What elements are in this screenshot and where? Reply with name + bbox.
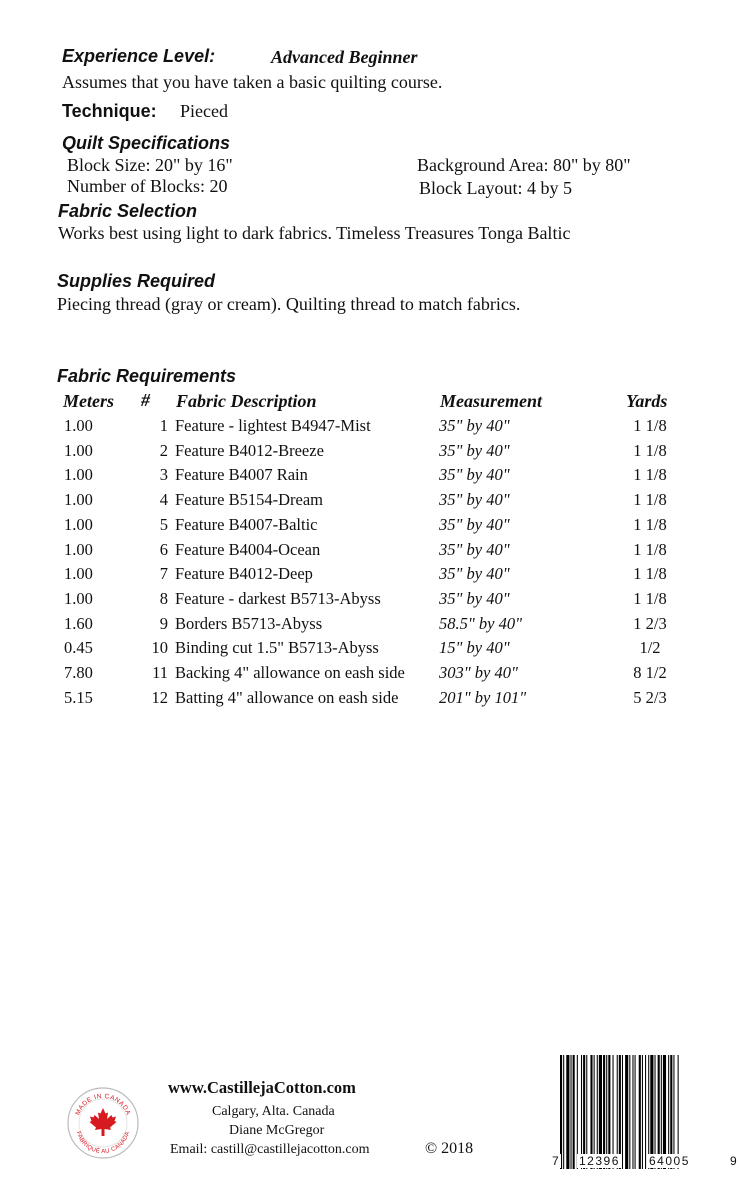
barcode-bar [668, 1055, 669, 1169]
experience-note: Assumes that you have taken a basic quilting course. [62, 72, 443, 92]
cell-yards: 1/2 [639, 638, 661, 658]
cell-yards: 8 1/2 [633, 663, 667, 682]
copyright-text: © 2018 [425, 1140, 474, 1157]
block-layout: Block Layout: 4 by 5 [419, 178, 572, 198]
cell-description: Backing 4" allowance on eash side [175, 663, 405, 682]
barcode-bar [619, 1055, 621, 1169]
cell-description: Batting 4" allowance on eash side [175, 687, 399, 707]
cell-yards: 1 1/8 [633, 588, 667, 608]
barcode-digit-right: 9 [730, 1154, 737, 1168]
cell-yards: 5 2/3 [633, 687, 667, 707]
cell-meters: 5.15 [64, 687, 93, 707]
barcode-bar [629, 1055, 630, 1169]
table-row [0, 490, 736, 514]
technique-value: Pieced [180, 101, 228, 121]
cell-measurement: 35" by 40" [439, 440, 510, 460]
barcode-bar [642, 1055, 643, 1169]
cell-description: Feature B4004-Ocean [175, 539, 321, 559]
cell-measurement: 201" by 101" [439, 687, 527, 707]
cell-yards: 1 1/8 [633, 514, 667, 534]
cell-number: 4 [159, 490, 168, 510]
cell-description: Borders B5713-Abyss [175, 613, 323, 633]
cell-measurement: 35" by 40" [439, 490, 510, 510]
barcode-bar [590, 1055, 592, 1169]
cell-meters: 1.00 [64, 416, 93, 435]
experience-value: Advanced Beginner [271, 47, 418, 67]
cell-number: 9 [159, 613, 168, 633]
barcode-bar [608, 1055, 610, 1169]
technique-label: Technique: [62, 101, 157, 121]
barcode-bar [617, 1055, 618, 1169]
col-header-description: Fabric Description [176, 391, 317, 411]
cell-measurement: 35" by 40" [439, 465, 510, 485]
cell-description: Feature B4007-Baltic [175, 514, 318, 534]
barcode-bar [661, 1055, 662, 1169]
city-text: Calgary, Alta. Canada [212, 1104, 335, 1119]
barcode-bar [622, 1055, 623, 1169]
cell-number: 8 [159, 588, 168, 608]
cell-yards: 1 1/8 [633, 465, 667, 485]
maple-leaf-icon [66, 1086, 140, 1160]
cell-number: 5 [159, 514, 168, 534]
experience-label: Experience Level: [62, 46, 216, 66]
cell-meters: 1.00 [64, 588, 93, 608]
barcode-bar [658, 1055, 660, 1169]
barcode-bar [678, 1055, 679, 1169]
barcode-digits-group-1: 12396 [579, 1154, 620, 1168]
number-of-blocks: Number of Blocks: 20 [67, 176, 228, 196]
table-row [0, 614, 736, 638]
barcode-bar [594, 1055, 595, 1169]
table-row [0, 688, 736, 712]
cell-meters: 7.80 [64, 663, 93, 682]
barcode-bar [586, 1055, 587, 1169]
barcode-digit-left: 7 [552, 1154, 559, 1168]
email-link[interactable]: Email: castill@castillejacotton.com [170, 1142, 370, 1157]
website-link[interactable]: www.CastillejaCotton.com [168, 1078, 356, 1097]
cell-yards: 1 1/8 [633, 539, 667, 559]
barcode-bar [599, 1055, 602, 1169]
cell-measurement: 35" by 40" [439, 588, 510, 608]
table-row [0, 515, 736, 539]
block-size: Block Size: 20" by 16" [67, 155, 233, 175]
table-row [0, 663, 736, 687]
barcode-bar [635, 1055, 636, 1169]
barcode-bar [670, 1055, 672, 1169]
supplies-text: Piecing thread (gray or cream). Quilting thread to match fabrics. [57, 294, 521, 314]
fabric-selection-heading: Fabric Selection [58, 201, 198, 221]
table-row [0, 540, 736, 564]
cell-description: Feature B4012-Deep [175, 564, 313, 584]
col-header-measurement: Measurement [440, 391, 543, 411]
cell-description: Feature B5154-Dream [175, 490, 323, 510]
barcode-bar [573, 1055, 575, 1169]
cell-number: 3 [159, 465, 168, 485]
svg-text:FABRIQUÉ AU CANADA: FABRIQUÉ AU CANADA [74, 1130, 132, 1156]
cell-measurement: 15" by 40" [439, 638, 510, 658]
cell-yards: 1 1/8 [633, 416, 667, 435]
barcode-bar [650, 1055, 653, 1169]
cell-measurement: 58.5" by 40" [439, 613, 523, 633]
cell-yards: 1 2/3 [633, 613, 667, 633]
col-header-yards: Yards [626, 391, 668, 411]
background-area: Background Area: 80" by 80" [417, 155, 631, 175]
cell-meters: 1.00 [64, 490, 93, 510]
barcode-bar [632, 1055, 633, 1169]
svg-text:MADE IN CANADA: MADE IN CANADA [74, 1092, 132, 1117]
barcode-bar [560, 1055, 562, 1169]
barcode-bar [613, 1055, 614, 1169]
cell-description: Binding cut 1.5" B5713-Abyss [175, 638, 379, 658]
cell-number: 11 [152, 663, 168, 682]
cell-meters: 0.45 [64, 638, 93, 658]
barcode-bar [648, 1055, 649, 1169]
barcode-bar [571, 1055, 572, 1169]
col-header-number: # [141, 390, 150, 410]
cell-measurement: 35" by 40" [439, 564, 510, 584]
cell-description: Feature - lightest B4947-Mist [175, 416, 371, 435]
cell-meters: 1.00 [64, 514, 93, 534]
designer-name: Diane McGregor [229, 1123, 325, 1138]
table-row [0, 416, 736, 440]
cell-yards: 1 1/8 [633, 440, 667, 460]
table-row [0, 589, 736, 613]
cell-number: 10 [151, 638, 168, 658]
cell-meters: 1.60 [64, 613, 93, 633]
cell-measurement: 35" by 40" [439, 539, 510, 559]
cell-yards: 1 1/8 [633, 564, 667, 584]
barcode-bar [673, 1055, 674, 1169]
cell-meters: 1.00 [64, 465, 93, 485]
cell-yards: 1 1/8 [633, 490, 667, 510]
cell-measurement: 35" by 40" [439, 416, 510, 435]
supplies-heading: Supplies Required [57, 271, 216, 291]
cell-number: 12 [151, 687, 168, 707]
barcode-bar [625, 1055, 628, 1169]
cell-number: 7 [159, 564, 168, 584]
made-in-canada-badge [66, 1086, 140, 1160]
cell-description: Feature B4007 Rain [175, 465, 308, 485]
cell-description: Feature - darkest B5713-Abyss [175, 588, 381, 608]
table-row [0, 465, 736, 489]
cell-measurement: 303" by 40" [439, 663, 518, 682]
cell-meters: 1.00 [64, 539, 93, 559]
table-row [0, 441, 736, 465]
barcode-bar [645, 1055, 646, 1169]
barcode-bar [639, 1055, 641, 1169]
specs-heading: Quilt Specifications [62, 133, 231, 153]
barcode-bar [583, 1055, 585, 1169]
barcode [560, 1055, 732, 1169]
cell-measurement: 35" by 40" [439, 514, 510, 534]
barcode-bar [563, 1055, 564, 1169]
barcode-bar [597, 1055, 598, 1169]
cell-number: 2 [159, 440, 168, 460]
barcode-bar [581, 1055, 582, 1169]
fabric-selection-text: Works best using light to dark fabrics. Timeless Treasures Tonga Baltic [58, 223, 571, 243]
cell-number: 1 [159, 416, 168, 435]
table-row [0, 638, 736, 662]
barcode-bar [606, 1055, 607, 1169]
cell-number: 6 [159, 539, 168, 559]
barcode-bar [655, 1055, 656, 1169]
barcode-bar [603, 1055, 605, 1169]
col-header-meters: Meters [63, 391, 114, 411]
table-row [0, 564, 736, 588]
cell-meters: 1.00 [64, 440, 93, 460]
barcode-digits-group-2: 64005 [649, 1154, 690, 1168]
cell-description: Feature B4012-Breeze [175, 440, 324, 460]
cell-meters: 1.00 [64, 564, 93, 584]
requirements-heading: Fabric Requirements [57, 366, 237, 386]
barcode-bar [566, 1055, 569, 1169]
barcode-bar [663, 1055, 666, 1169]
barcode-bar [577, 1055, 578, 1169]
